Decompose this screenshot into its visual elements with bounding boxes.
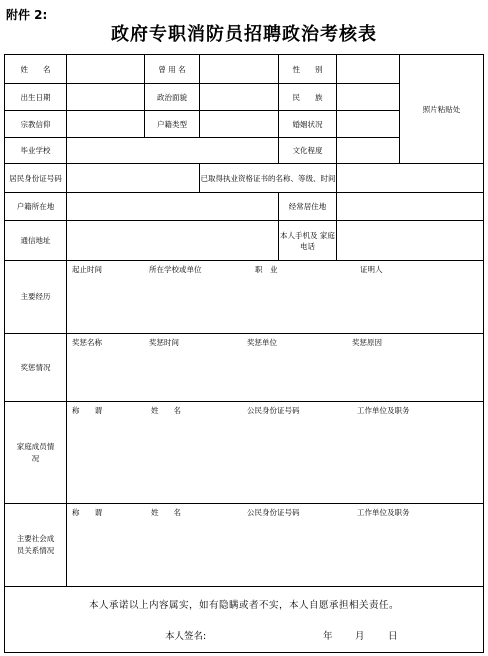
form-title: 政府专职消防员招聘政治考核表 — [111, 24, 377, 45]
birth-date-label: 出生日期 — [5, 84, 67, 111]
resume-header-job: 职 业 — [255, 265, 278, 274]
signature-year: 年 — [323, 631, 333, 642]
signature-label: 本人签名: — [165, 631, 207, 642]
religion-value[interactable] — [67, 111, 145, 138]
gender-label: 性 别 — [279, 55, 337, 84]
resume-section[interactable] — [67, 261, 484, 334]
marital-status-value[interactable] — [337, 111, 400, 138]
resume-section-label — [5, 261, 67, 334]
certificates-value[interactable] — [337, 164, 484, 193]
birth-date-value[interactable] — [67, 84, 145, 111]
resume-headers — [67, 264, 483, 276]
ethnicity-value[interactable] — [337, 84, 400, 111]
address-label: 通信地址 — [5, 221, 67, 261]
awards-label: 奖惩情况 — [20, 362, 51, 372]
education-label: 文化程度 — [279, 138, 337, 164]
residence-value[interactable] — [337, 193, 484, 221]
resume-header-witness: 证明人 — [360, 265, 383, 274]
ethnicity-label: 民 族 — [279, 84, 337, 111]
signature-row — [5, 631, 483, 645]
photo-area: 照片粘贴处 — [400, 55, 484, 164]
hukou-type-label: 户籍类型 — [145, 111, 200, 138]
relations-header-id: 公民身份证号码 — [247, 508, 300, 517]
political-status-label: 政治面貌 — [145, 84, 200, 111]
hukou-location-label: 户籍所在地 — [5, 193, 67, 221]
phone-value[interactable] — [337, 221, 484, 261]
family-header-work: 工作单位及职务 — [357, 406, 410, 415]
awards-header-time: 奖惩时间 — [149, 338, 179, 347]
attachment-label: 附件 2: — [6, 8, 48, 22]
religion-label: 宗教信仰 — [5, 111, 67, 138]
marital-status-label: 婚姻状况 — [279, 111, 337, 138]
political-review-form — [4, 54, 484, 653]
resume-header-period: 起止时间 — [72, 265, 102, 274]
signature-month: 月 — [355, 631, 365, 642]
promise-section — [5, 587, 484, 653]
political-status-value[interactable] — [200, 84, 279, 111]
family-section[interactable] — [67, 402, 484, 504]
resume-header-school: 所在学校或单位 — [149, 265, 202, 274]
awards-headers — [67, 337, 483, 349]
family-header-relation: 称 谓 — [72, 406, 102, 415]
id-number-value[interactable] — [67, 164, 200, 193]
relations-header-work: 工作单位及职务 — [357, 508, 410, 517]
family-label: 家庭成员情况 — [16, 441, 55, 463]
signature-day: 日 — [388, 631, 398, 642]
education-value[interactable] — [337, 138, 400, 164]
awards-header-name: 奖惩名称 — [72, 338, 102, 347]
awards-header-reason: 奖惩原因 — [352, 338, 382, 347]
residence-label: 经常居住地 — [279, 193, 337, 221]
phone-label: 本人手机及 家庭电话 — [279, 221, 337, 261]
name-label: 姓 名 — [5, 55, 67, 84]
former-name-value[interactable] — [200, 55, 279, 84]
family-section-label — [5, 402, 67, 504]
promise-statement: 本人承诺以上内容属实，如有隐瞒或者不实，本人自愿承担相关责任。 — [88, 600, 399, 611]
former-name-label: 曾 用 名 — [145, 55, 200, 84]
id-number-label: 居民身份证号码 — [5, 164, 67, 193]
address-value[interactable] — [67, 221, 279, 261]
relations-section[interactable] — [67, 504, 484, 587]
awards-header-unit: 奖惩单位 — [247, 338, 277, 347]
awards-section-label — [5, 334, 67, 402]
relations-headers — [67, 507, 483, 519]
relations-label: 主要社会成员关系情况 — [16, 534, 55, 555]
family-headers — [67, 405, 483, 417]
family-header-name: 姓 名 — [151, 406, 181, 415]
relations-section-label — [5, 504, 67, 587]
hukou-type-value[interactable] — [200, 111, 279, 138]
certificates-label: 已取得执业资格证书的名称、等级、时间 — [200, 164, 337, 193]
hukou-location-value[interactable] — [67, 193, 279, 221]
name-value[interactable] — [67, 55, 145, 84]
school-label: 毕业学校 — [5, 138, 67, 164]
school-value[interactable] — [67, 138, 279, 164]
relations-header-name: 姓 名 — [151, 508, 181, 517]
awards-section[interactable] — [67, 334, 484, 402]
family-header-id: 公民身份证号码 — [247, 406, 300, 415]
gender-value[interactable] — [337, 55, 400, 84]
relations-header-relation: 称 谓 — [72, 508, 102, 517]
resume-label: 主要经历 — [20, 292, 51, 301]
